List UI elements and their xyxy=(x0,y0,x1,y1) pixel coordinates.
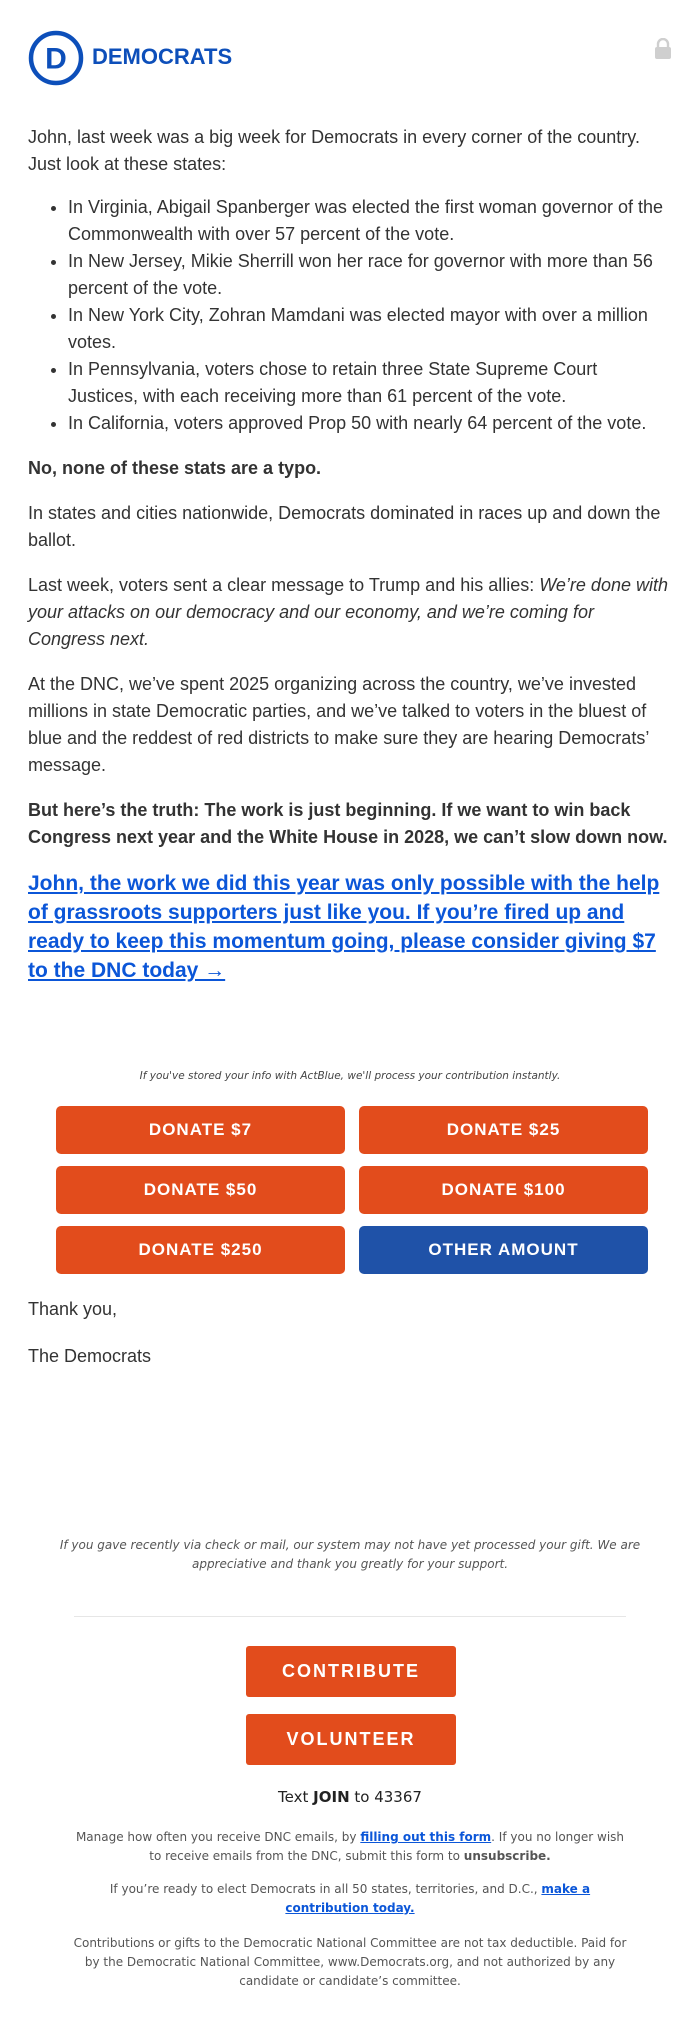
logo-letter: D xyxy=(45,42,67,76)
elect-democrats-note xyxy=(70,1880,630,1918)
list-item: • In New Jersey, Mikie Sherrill won her race for governor with more than 56 percent of the vote. xyxy=(68,248,672,302)
join-keyword: JOIN xyxy=(313,1788,350,1806)
donate-100-button[interactable]: DONATE $100 xyxy=(359,1166,648,1214)
list-item: • In Virginia, Abigail Spanberger was elected the first woman governor of the Commonwealth with over 57 percent of the vote. xyxy=(68,194,672,248)
ask-paragraph xyxy=(28,869,672,985)
election-results-list xyxy=(28,194,672,437)
intro-paragraph: John, last week was a big week for Democrats in every corner of the country. Just look at these states: xyxy=(28,127,640,174)
manage-emails-note xyxy=(70,1828,630,1866)
logo-wordmark: DEMOCRATS xyxy=(92,44,233,69)
thank-you-text: Thank you, xyxy=(28,1299,118,1319)
contribute-button[interactable]: CONTRIBUTE xyxy=(246,1646,456,1697)
make-contribution-link[interactable]: make a contribution today. xyxy=(285,1882,591,1915)
email-body xyxy=(28,124,672,1003)
donate-ask-link[interactable]: John, the work we did this year was only possible with the help of grassroots supporters just like you. If you’re fired up and ready to keep this momentum going, please consider giving $7 to the DNC today → xyxy=(28,872,660,982)
actblue-note: If you've stored your info with ActBlue, we'll process your contribution instantly. xyxy=(139,1070,561,1082)
list-item: • In California, voters approved Prop 50 with nearly 64 percent of the vote. xyxy=(68,410,672,437)
donate-25-button[interactable]: DONATE $25 xyxy=(359,1106,648,1154)
message-quote: We’re done with your attacks on our democracy and our economy, and we’re coming for Congress next. xyxy=(28,575,668,649)
list-item: • In Pennsylvania, voters chose to retain three State Supreme Court Justices, with each receiving more than 61 percent of the vote. xyxy=(68,356,672,410)
legal-disclaimer: Contributions or gifts to the Democratic National Committee are not tax deductible. Paid for by the Democratic National Committee, www.Democrats.org, and not authorized by any candidate or candidate’s committee. xyxy=(73,1936,627,1988)
footer-divider xyxy=(74,1616,626,1617)
preferences-form-link[interactable]: filling out this form xyxy=(360,1830,492,1844)
truth-paragraph: But here’s the truth: The work is just beginning. If we want to win back Congress next year and the White House in 2028, we can’t slow down now. xyxy=(28,800,668,847)
nationwide-paragraph: In states and cities nationwide, Democrats dominated in races up and down the ballot. xyxy=(28,503,661,550)
gift-processing-note: If you gave recently via check or mail, our system may not have yet processed your gift. We are appreciative and thank you greatly for your support. xyxy=(59,1538,641,1571)
message-lead: Last week, voters sent a clear message to Trump and his allies: xyxy=(28,575,540,595)
donate-7-button[interactable]: DONATE $7 xyxy=(56,1106,345,1154)
elect-prefix: If you’re ready to elect Democrats in all 50 states, territories, and D.C., xyxy=(109,1882,542,1896)
donate-250-button[interactable]: DONATE $250 xyxy=(56,1226,345,1274)
signoff xyxy=(28,1296,151,1390)
email-header xyxy=(28,30,672,90)
text-join-line xyxy=(0,1788,700,1806)
signature: The Democrats xyxy=(28,1346,152,1366)
no-typo-paragraph: No, none of these stats are a typo. xyxy=(28,458,322,478)
other-amount-button[interactable]: OTHER AMOUNT xyxy=(359,1226,648,1274)
dnc-work-paragraph: At the DNC, we’ve spent 2025 organizing across the country, we’ve invested millions in state Democratic parties, and we’ve talked to voters in the bluest of blue and the reddest of red districts to make sure they are hearing Democrats’ message. xyxy=(28,674,649,775)
volunteer-button[interactable]: VOLUNTEER xyxy=(246,1714,456,1765)
text-join-suffix: to 43367 xyxy=(349,1788,422,1806)
democrats-logo-icon[interactable] xyxy=(28,30,84,91)
unsubscribe-text: unsubscribe. xyxy=(463,1849,551,1863)
donate-50-button[interactable]: DONATE $50 xyxy=(56,1166,345,1214)
text-join-prefix: Text xyxy=(278,1788,314,1806)
message-paragraph xyxy=(28,572,672,653)
manage-prefix: Manage how often you receive DNC emails, by xyxy=(75,1830,361,1844)
list-item: • In New York City, Zohran Mamdani was elected mayor with over a million votes. xyxy=(68,302,672,356)
manage-middle: . If you no longer wish to receive emails from the DNC, submit this form to xyxy=(149,1830,625,1863)
lock-icon xyxy=(654,38,672,65)
